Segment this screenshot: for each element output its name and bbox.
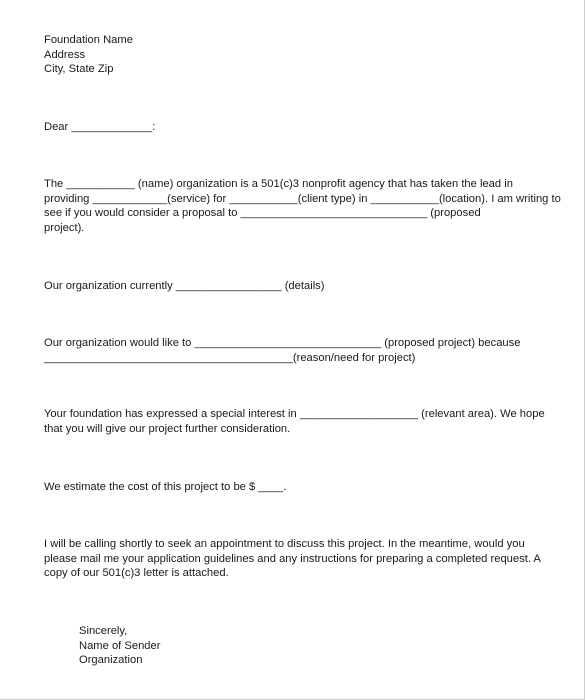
current-activity-paragraph — [44, 279, 325, 294]
foundation-address: Address — [44, 48, 86, 61]
sender-organization: Organization — [79, 654, 143, 666]
closing-signature-block — [79, 624, 160, 668]
proposal-paragraph — [44, 336, 520, 365]
sender-name: Name of Sender — [79, 639, 161, 652]
paragraph-line: copy of our 501(c)3 letter is attached. — [44, 567, 229, 579]
cost-paragraph — [44, 480, 286, 495]
sender-address-block — [44, 33, 133, 77]
paragraph-line: Your foundation has expressed a special interest in ___________________ (relevant area). We hope — [44, 408, 545, 420]
paragraph-line: Our organization would like to ______________________________ (proposed project) because — [44, 337, 521, 349]
paragraph-line: please mail me your application guidelines and any instructions for preparing a completed request. A — [44, 552, 541, 565]
salutation: Dear _____________: — [44, 121, 156, 133]
paragraph-line: I will be calling shortly to seek an appointment to discuss this project. In the meantime, would you — [44, 538, 525, 550]
paragraph-line: We estimate the cost of this project to be $ ____. — [44, 481, 287, 493]
paragraph-line: see if you would consider a proposal to ______________________________ (proposed — [44, 207, 481, 219]
follow-up-paragraph — [44, 537, 541, 581]
paragraph-line: The ___________ (name) organization is a 501(c)3 nonprofit agency that has taken the lead in — [44, 178, 513, 190]
paragraph-line: Our organization currently _________________ (details) — [44, 280, 325, 292]
closing-salutation: Sincerely, — [79, 625, 128, 637]
interest-paragraph — [44, 407, 545, 436]
foundation-name: Foundation Name — [44, 34, 133, 46]
paragraph-line: that you will give our project further consideration. — [44, 422, 291, 435]
paragraph-line: ________________________________________(reason/need for project) — [44, 351, 416, 364]
intro-paragraph — [44, 177, 561, 235]
paragraph-line: providing ____________(service) for ___________(client type) in ___________(location). I am writing to — [44, 192, 561, 205]
paragraph-line: project). — [44, 221, 85, 234]
foundation-city-state-zip: City, State Zip — [44, 63, 114, 75]
